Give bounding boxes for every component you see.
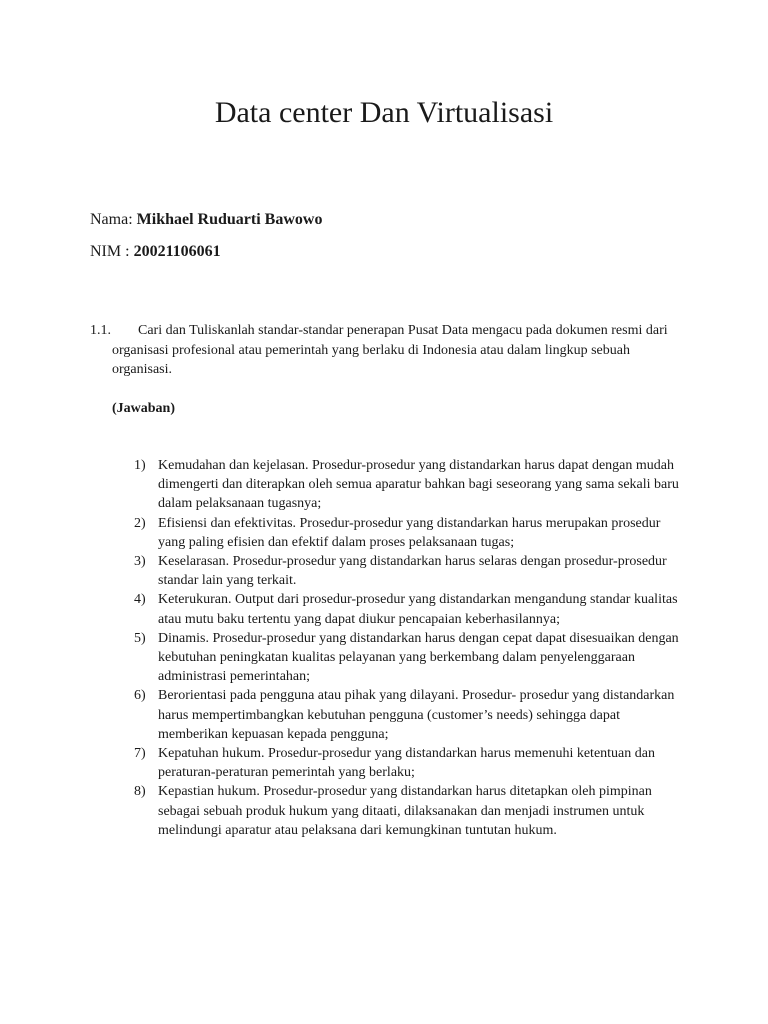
list-item-text: Dinamis. Prosedur-prosedur yang distandarkan harus dengan cepat dapat disesuaikan dengan kebutuhan peningkatan kualitas pelayanan yang berkembang dalam penyelenggaraan administrasi pemerintahan; [158,630,679,685]
list-item [130,782,685,840]
list-item-text: Keselarasan. Prosedur-prosedur yang distandarkan harus selaras dengan prosedur-prosedur standar lain yang terkait. [158,554,667,589]
name-label: Nama: [90,211,137,228]
list-item-text: Kepastian hukum. Prosedur-prosedur yang distandarkan harus ditetapkan oleh pimpinan sebagai sebuah produk hukum yang ditaati, dilaksanakan dan menjadi instrumen untuk melindungi aparatur atau pelaksana dari kemungkinan tuntutan hukum. [158,784,652,838]
nim-label: NIM : [90,243,134,260]
nim-value: 20021106061 [133,243,221,260]
student-name-line [90,210,322,230]
list-item-marker: 3) [134,554,146,570]
list-item-marker: 5) [134,630,146,646]
question-number: 1.1. [90,323,111,338]
list-item [130,590,685,628]
list-item-marker: 8) [134,784,146,800]
page-title: Data center Dan Virtualisasi [214,96,554,129]
list-item [130,552,685,590]
list-item [130,456,685,514]
list-item-text: Kepatuhan hukum. Prosedur-prosedur yang distandarkan harus memenuhi ketentuan dan peraturan-peraturan pemerintah yang berlaku; [158,746,655,781]
list-item-marker: 4) [134,592,146,608]
list-item [130,686,685,744]
list-item [130,514,685,552]
answer-list [130,456,685,840]
list-item [130,744,685,782]
list-item [130,629,685,687]
list-item-text: Berorientasi pada pengguna atau pihak yang dilayani. Prosedur- prosedur yang distandarkan harus mempertimbangkan kebutuhan pengguna (customer’s needs) sehingga dapat memberikan kepuasan kepada pengguna; [158,688,675,742]
list-item-marker: 7) [134,746,146,762]
list-item-text: Kemudahan dan kejelasan. Prosedur-prosedur yang distandarkan harus dapat dengan mudah dimengerti dan diterapkan oleh semua aparatur bahkan bagi seseorang yang sama sekali baru dalam pelaksanaan tugasnya; [158,458,679,512]
list-item-text: Keterukuran. Output dari prosedur-prosedur yang distandarkan mengandung standar kualitas atau mutu baku tertentu yang dapat diukur pencapaian keberhasilannya; [158,592,678,627]
question-block [90,321,690,380]
student-nim-line [90,242,221,262]
name-value: Mikhael Ruduarti Bawowo [136,211,323,228]
list-item-marker: 2) [134,515,146,531]
question-text: Cari dan Tuliskanlah standar-standar penerapan Pusat Data mengacu pada dokumen resmi dari organisasi profesional atau pemerintah yang berlaku di Indonesia atau dalam lingkup sebuah organisasi. [112,323,668,377]
list-item-marker: 1) [134,458,146,473]
list-item-marker: 6) [134,688,146,704]
list-item-text: Efisiensi dan efektivitas. Prosedur-prosedur yang distandarkan harus merupakan prosedur yang paling efisien dan efektif dalam proses pelaksanaan tugas; [158,515,661,550]
answer-label: (Jawaban) [112,401,176,416]
